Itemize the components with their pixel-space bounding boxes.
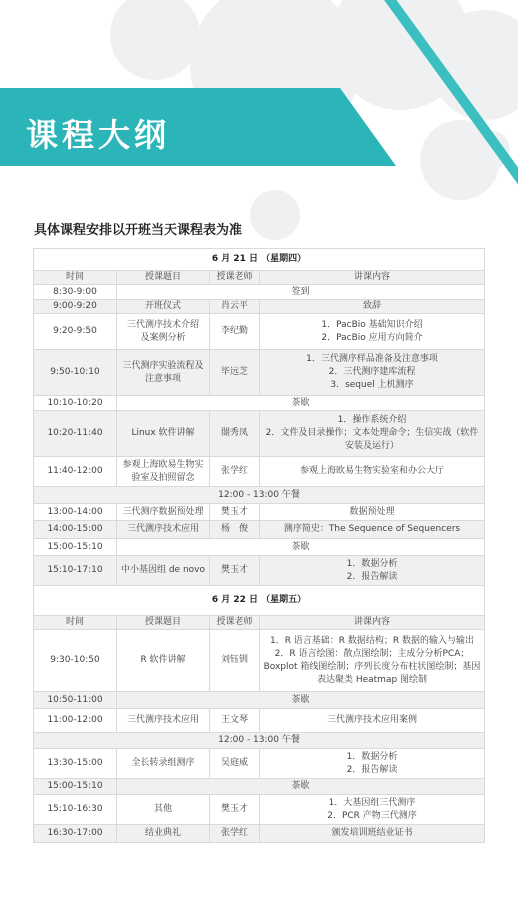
header-teacher: 授课老师 bbox=[210, 271, 260, 285]
table-row bbox=[34, 314, 485, 350]
teacher-cell: 樊玉才 bbox=[210, 504, 260, 521]
time-cell: 11:00-12:00 bbox=[34, 709, 117, 733]
table-row bbox=[34, 411, 485, 457]
topic-cell bbox=[117, 457, 210, 487]
content-line: 1．数据分析 bbox=[346, 558, 398, 569]
content-line: 1．PacBio 基础知识介绍 bbox=[321, 319, 423, 330]
topic-cell: 三代测序技术应用 bbox=[117, 709, 210, 733]
topic-line: 验室及拍照留念 bbox=[131, 472, 195, 483]
bg-circle bbox=[110, 0, 200, 80]
table-row bbox=[34, 396, 485, 411]
time-cell: 15:10-17:10 bbox=[34, 556, 117, 586]
content-line: Boxplot 箱线图绘制；序列长度分布柱状图绘制；基因 bbox=[263, 661, 481, 672]
time-cell: 9:20-9:50 bbox=[34, 314, 117, 350]
teacher-cell: 李纪勤 bbox=[210, 314, 260, 350]
header-topic: 授课题目 bbox=[117, 271, 210, 285]
topic-cell bbox=[117, 314, 210, 350]
day2-title: 6 月 22 日 （星期五） bbox=[34, 586, 485, 616]
teacher-cell: 毕远芝 bbox=[210, 350, 260, 396]
content-cell bbox=[260, 350, 485, 396]
content-line: 2．报告解读 bbox=[346, 764, 398, 775]
time-cell: 16:30-17:00 bbox=[34, 825, 117, 843]
teacher-cell: 樊玉才 bbox=[210, 556, 260, 586]
content-line: 1．大基因组三代测序 bbox=[328, 797, 416, 808]
content-line: 2．三代测序建库流程 bbox=[328, 367, 416, 377]
time-cell: 10:50-11:00 bbox=[34, 692, 117, 709]
lunch-cell: 12:00 - 13:00 午餐 bbox=[34, 733, 485, 749]
table-row bbox=[34, 556, 485, 586]
topic-cell bbox=[117, 350, 210, 396]
topic-line: 三代测序实验流程及 bbox=[122, 360, 204, 371]
topic-cell: Linux 软件讲解 bbox=[117, 411, 210, 457]
teacher-cell: 杨 俊 bbox=[210, 521, 260, 539]
lunch-cell: 12:00 - 13:00 午餐 bbox=[34, 487, 485, 504]
topic-line: 及案例分析 bbox=[140, 332, 186, 343]
time-cell: 11:40-12:00 bbox=[34, 457, 117, 487]
time-cell: 9:00-9:20 bbox=[34, 300, 117, 314]
topic-line: 参观上海欧易生物实 bbox=[122, 459, 204, 470]
content-cell bbox=[260, 556, 485, 586]
content-cell: 三代测序技术应用案例 bbox=[260, 709, 485, 733]
table-row bbox=[34, 504, 485, 521]
table-row bbox=[34, 630, 485, 692]
time-cell: 10:20-11:40 bbox=[34, 411, 117, 457]
topic-cell: 三代测序数据预处理 bbox=[117, 504, 210, 521]
header-content: 讲课内容 bbox=[260, 616, 485, 630]
time-cell: 13:00-14:00 bbox=[34, 504, 117, 521]
table-row bbox=[34, 539, 485, 556]
teacher-cell: 王文琴 bbox=[210, 709, 260, 733]
teacher-cell: 张学红 bbox=[210, 457, 260, 487]
content-line: 1．数据分析 bbox=[346, 751, 398, 762]
topic-cell: 结业典礼 bbox=[117, 825, 210, 843]
header-time: 时间 bbox=[34, 271, 117, 285]
content-line: 安装及运行） bbox=[345, 441, 400, 451]
content-cell bbox=[260, 411, 485, 457]
time-cell: 9:30-10:50 bbox=[34, 630, 117, 692]
table-row bbox=[34, 825, 485, 843]
table-row bbox=[34, 692, 485, 709]
header-topic: 授课题目 bbox=[117, 616, 210, 630]
header-teacher: 授课老师 bbox=[210, 616, 260, 630]
topic-cell: 其他 bbox=[117, 795, 210, 825]
content-cell bbox=[260, 630, 485, 692]
content-line: 1．R 语言基础：R 数据结构；R 数据的输入与输出 bbox=[269, 635, 475, 646]
lunch-row bbox=[34, 487, 485, 504]
table-row bbox=[34, 457, 485, 487]
teacher-cell: 刘钰钏 bbox=[210, 630, 260, 692]
page-title: 课程大纲 bbox=[26, 116, 171, 154]
teacher-cell: 閤秀凤 bbox=[210, 411, 260, 457]
content-line: 3．sequel 上机测序 bbox=[330, 380, 414, 390]
content-line: 1．操作系统介绍 bbox=[337, 415, 407, 425]
topic-cell: 全长转录组测序 bbox=[117, 749, 210, 779]
schedule-note: 具体课程安排以开班当天课程表为准 bbox=[34, 223, 243, 238]
time-cell: 13:30-15:00 bbox=[34, 749, 117, 779]
content-cell: 测序简史：The Sequence of Sequencers bbox=[260, 521, 485, 539]
time-cell: 8:30-9:00 bbox=[34, 285, 117, 300]
topic-line: 注意事项 bbox=[144, 373, 181, 384]
table-row bbox=[34, 350, 485, 396]
lunch-row bbox=[34, 733, 485, 749]
content-cell: 颁发培训班结业证书 bbox=[260, 825, 485, 843]
topic-cell: 茶歇 bbox=[117, 692, 485, 709]
content-cell bbox=[260, 314, 485, 350]
teacher-cell: 吴庭威 bbox=[210, 749, 260, 779]
topic-cell: 茶歇 bbox=[117, 779, 485, 795]
table-row bbox=[34, 709, 485, 733]
content-line: 表达聚类 Heatmap 图绘制 bbox=[316, 674, 428, 685]
content-line: 2．文件及目录操作；文本处理命令；生信实战（软件 bbox=[265, 428, 479, 438]
teacher-cell: 张学红 bbox=[210, 825, 260, 843]
content-line: 2．报告解读 bbox=[346, 571, 398, 582]
topic-cell: 茶歇 bbox=[117, 396, 485, 411]
table-row bbox=[34, 285, 485, 300]
topic-cell: 签到 bbox=[117, 285, 485, 300]
table-row bbox=[34, 779, 485, 795]
header-content: 讲课内容 bbox=[260, 271, 485, 285]
time-cell: 15:10-16:30 bbox=[34, 795, 117, 825]
table-row bbox=[34, 521, 485, 539]
time-cell: 15:00-15:10 bbox=[34, 779, 117, 795]
content-cell bbox=[260, 795, 485, 825]
topic-cell: 开班仪式 bbox=[117, 300, 210, 314]
day1-title: 6 月 21 日 （星期四） bbox=[34, 249, 485, 271]
content-cell bbox=[260, 749, 485, 779]
content-line: 2．R 语言绘图：散点图绘制；主成分分析PCA； bbox=[274, 648, 470, 659]
table-row bbox=[34, 749, 485, 779]
topic-cell: 三代测序技术应用 bbox=[117, 521, 210, 539]
teacher-cell: 肖云平 bbox=[210, 300, 260, 314]
content-cell: 数据预处理 bbox=[260, 504, 485, 521]
time-cell: 10:10-10:20 bbox=[34, 396, 117, 411]
time-cell: 15:00-15:10 bbox=[34, 539, 117, 556]
content-line: 1．三代测序样品准备及注意事项 bbox=[306, 354, 438, 364]
topic-cell: 中小基因组 de novo bbox=[117, 556, 210, 586]
table-row bbox=[34, 300, 485, 314]
table-row bbox=[34, 795, 485, 825]
content-line: 2．PacBio 应用方向简介 bbox=[321, 332, 423, 343]
content-line: 2．PCR 产物三代测序 bbox=[327, 810, 417, 821]
time-cell: 14:00-15:00 bbox=[34, 521, 117, 539]
content-cell: 致辞 bbox=[260, 300, 485, 314]
topic-cell: 茶歇 bbox=[117, 539, 485, 556]
teacher-cell: 樊玉才 bbox=[210, 795, 260, 825]
bg-circle bbox=[250, 190, 300, 240]
header-time: 时间 bbox=[34, 616, 117, 630]
topic-line: 三代测序技术介绍 bbox=[126, 319, 199, 330]
schedule-body bbox=[34, 249, 485, 843]
schedule-table bbox=[33, 248, 485, 843]
content-cell: 参观上海欧易生物实验室和办公大厅 bbox=[260, 457, 485, 487]
time-cell: 9:50-10:10 bbox=[34, 350, 117, 396]
topic-cell: R 软件讲解 bbox=[117, 630, 210, 692]
